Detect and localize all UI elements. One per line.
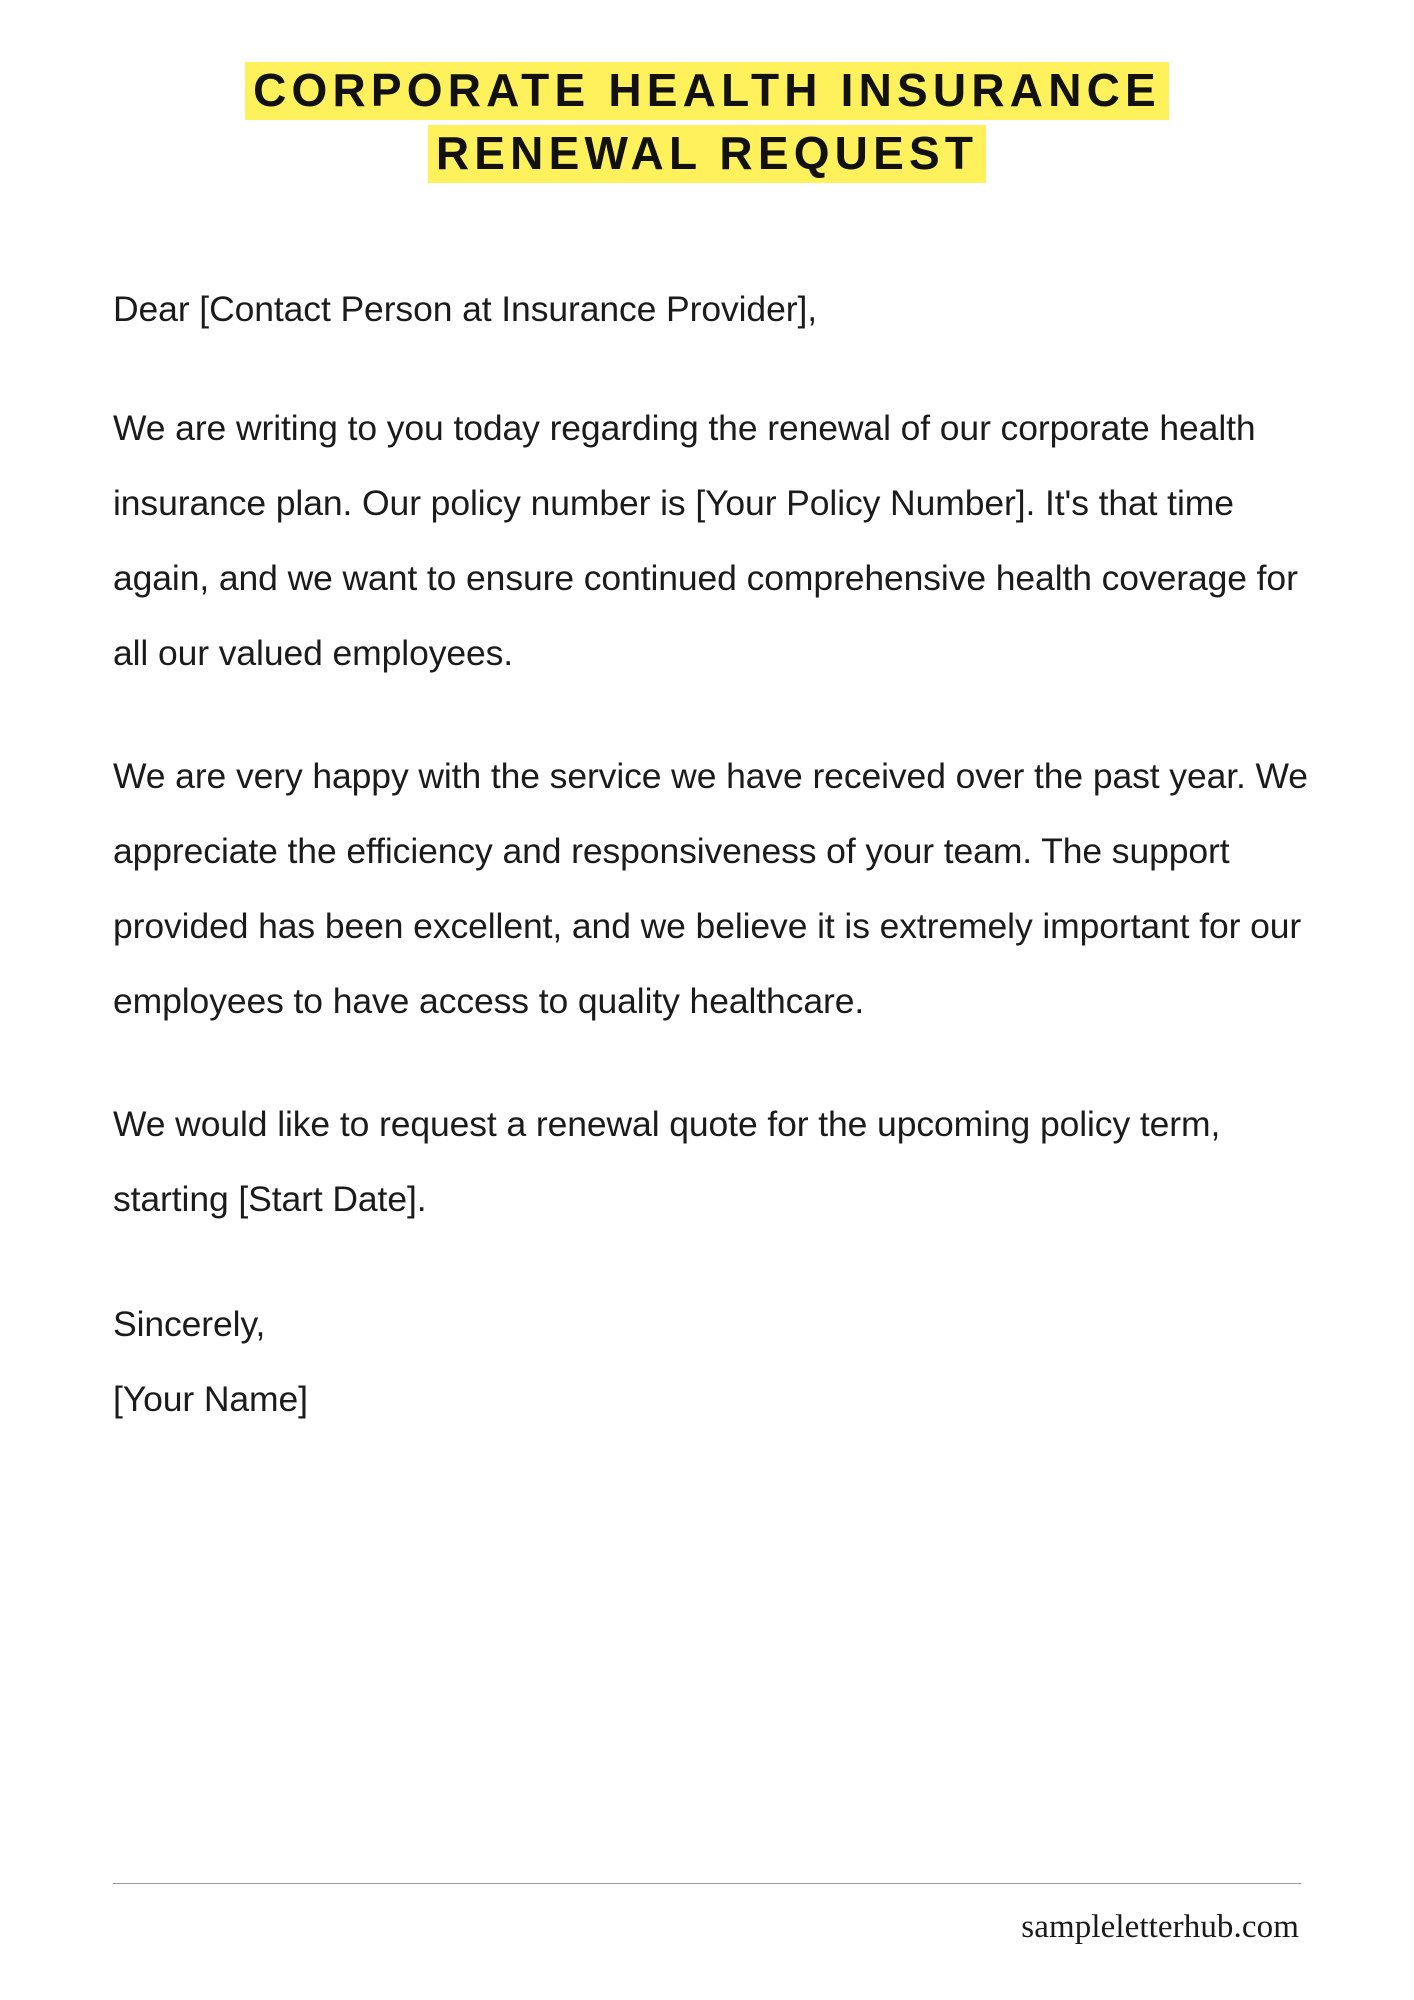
body-paragraph-2: We are very happy with the service we have received over the past year. We appreciate the efficiency and responsiveness of your team. The support provided has been excellent, and we believe it is extremely important for our employees to have access to quality healthcare. (113, 756, 1318, 1021)
closing-line: Sincerely, (113, 1304, 266, 1344)
letter-body (113, 272, 1318, 1437)
title-line-2-text: RENEWAL REQUEST (428, 125, 986, 183)
title-line-2 (113, 121, 1301, 186)
body-paragraph-3: We would like to request a renewal quote for the upcoming policy term, starting [Start Date]. (113, 1104, 1230, 1219)
footer-divider (113, 1883, 1301, 1884)
spacer (113, 1237, 1309, 1287)
page-footer (113, 1883, 1301, 1946)
spacer (113, 691, 1309, 739)
salutation: Dear [Contact Person at Insurance Provider], (113, 289, 817, 329)
signature-line: [Your Name] (113, 1379, 308, 1419)
title-line-1 (113, 58, 1301, 123)
body-paragraph-1: We are writing to you today regarding the renewal of our corporate health insurance plan. Our policy number is [Your Policy Number]. It's that time again, and we want to ensure continued comprehensive health coverage for all our valued employees. (113, 408, 1308, 673)
title-line-1-text: CORPORATE HEALTH INSURANCE (245, 62, 1169, 120)
page-title (113, 58, 1301, 187)
spacer (113, 347, 1309, 391)
spacer (113, 1039, 1309, 1087)
footer-site-url: sampleletterhub.com (1021, 1909, 1299, 1945)
